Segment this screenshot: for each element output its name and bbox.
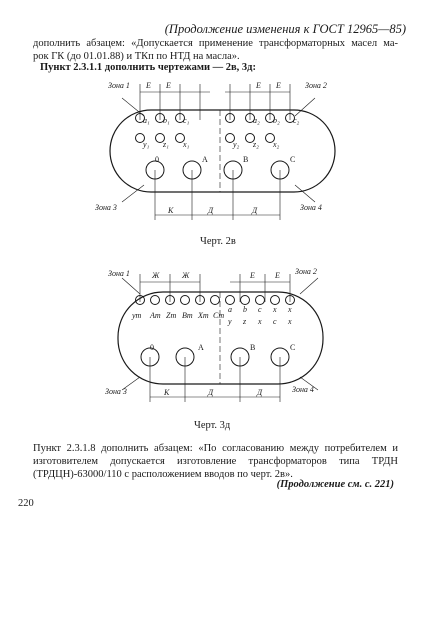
page-number: 220 [18,498,34,509]
bushing-label: C [290,155,296,164]
term-label: z₁ [163,140,169,149]
dim-e: Е [166,81,171,90]
term-label: y₁ [143,140,150,149]
intro-line-1: дополнить абзацем: «Допускается применение трансформаторных масел ма- [33,38,398,49]
bushing-label: 0 [150,343,154,352]
drawing-3d [100,262,345,412]
dim-d: Д [257,388,263,397]
page-header: (Продолжение изменения к ГОСТ 12965—85) [164,22,406,36]
term-label: a₁ [143,116,150,125]
drawing-2v [95,70,345,235]
dim-zh: Ж [152,271,160,280]
para-line-2: изготовителем допускается изготовление трансформаторов типа ТРДН [33,456,398,467]
bushing-label: B [250,343,256,352]
zone-1-label: Зона 1 [108,269,130,278]
term-label: c₂ [293,116,300,125]
term-label: x [258,317,262,326]
bushing-label: B [243,155,249,164]
dim-d: Д [208,206,214,215]
term-label: z [243,317,247,326]
para-line-1: Пункт 2.3.1.8 дополнить абзацем: «По согласованию между потребителем и [33,443,398,454]
term-label: b₂ [273,116,280,125]
zone-1-label: Зона 1 [108,81,130,90]
term-label: a₂ [253,116,260,125]
term-label: Bm [182,311,193,320]
dim-e: Е [275,271,280,280]
tank-outline [118,292,323,384]
figure-caption-2v: Черт. 2в [200,236,236,247]
bushing-label: A [202,155,208,164]
dim-e: Е [256,81,261,90]
term-label: c₁ [183,116,190,125]
dim-e: Е [146,81,151,90]
dim-e: Е [250,271,255,280]
term-label: b₁ [163,116,170,125]
dim-e: Е [276,81,281,90]
term-label: y [228,317,232,326]
continuation-note: (Продолжение см. с. 221) [276,479,394,490]
term-label: Zm [166,311,177,320]
zone-4-label: Зона 4 [300,203,322,212]
figure-caption-3d: Черт. 3д [194,420,231,431]
zone-4-label: Зона 4 [292,385,314,394]
term-label: z₂ [253,140,259,149]
bushing-label: 0 [155,155,159,164]
zone-2-label: Зона 2 [295,267,317,276]
term-label: ym [132,311,142,320]
dim-zh: Ж [182,271,190,280]
amendment-paragraph [33,442,398,481]
term-label: x [288,305,292,314]
dim-d: Д [252,206,258,215]
para-line-3: (ТРДЦН)-63000/110 с расположением вводов по черт. 2в». [33,469,293,480]
zone-3-label: Зона 3 [105,387,127,396]
intro-paragraph [33,37,398,63]
term-label: x₂ [273,140,280,149]
bushing-label: C [290,343,296,352]
item-heading: Пункт 2.3.1.1 дополнить чертежами — 2в, 3д: [40,62,256,73]
zone-3-label: Зона 3 [95,203,117,212]
term-label: x [273,305,277,314]
term-label: y₂ [233,140,240,149]
zone-2-label: Зона 2 [305,81,327,90]
term-label: c [273,317,277,326]
term-label: x [288,317,292,326]
term-label: Am [150,311,161,320]
term-label: Cm [213,311,225,320]
dim-d: Д [208,388,214,397]
term-label: a [228,305,232,314]
term-label: b [243,305,247,314]
intro-line-2: рок ГК (до 01.01.88) и ТКп по НТД на масла». [33,51,240,62]
term-label: Xm [198,311,209,320]
term-label: c [258,305,262,314]
dim-k: К [168,206,174,215]
term-label: x₁ [183,140,190,149]
dim-k: К [164,388,170,397]
bushing-label: A [198,343,204,352]
